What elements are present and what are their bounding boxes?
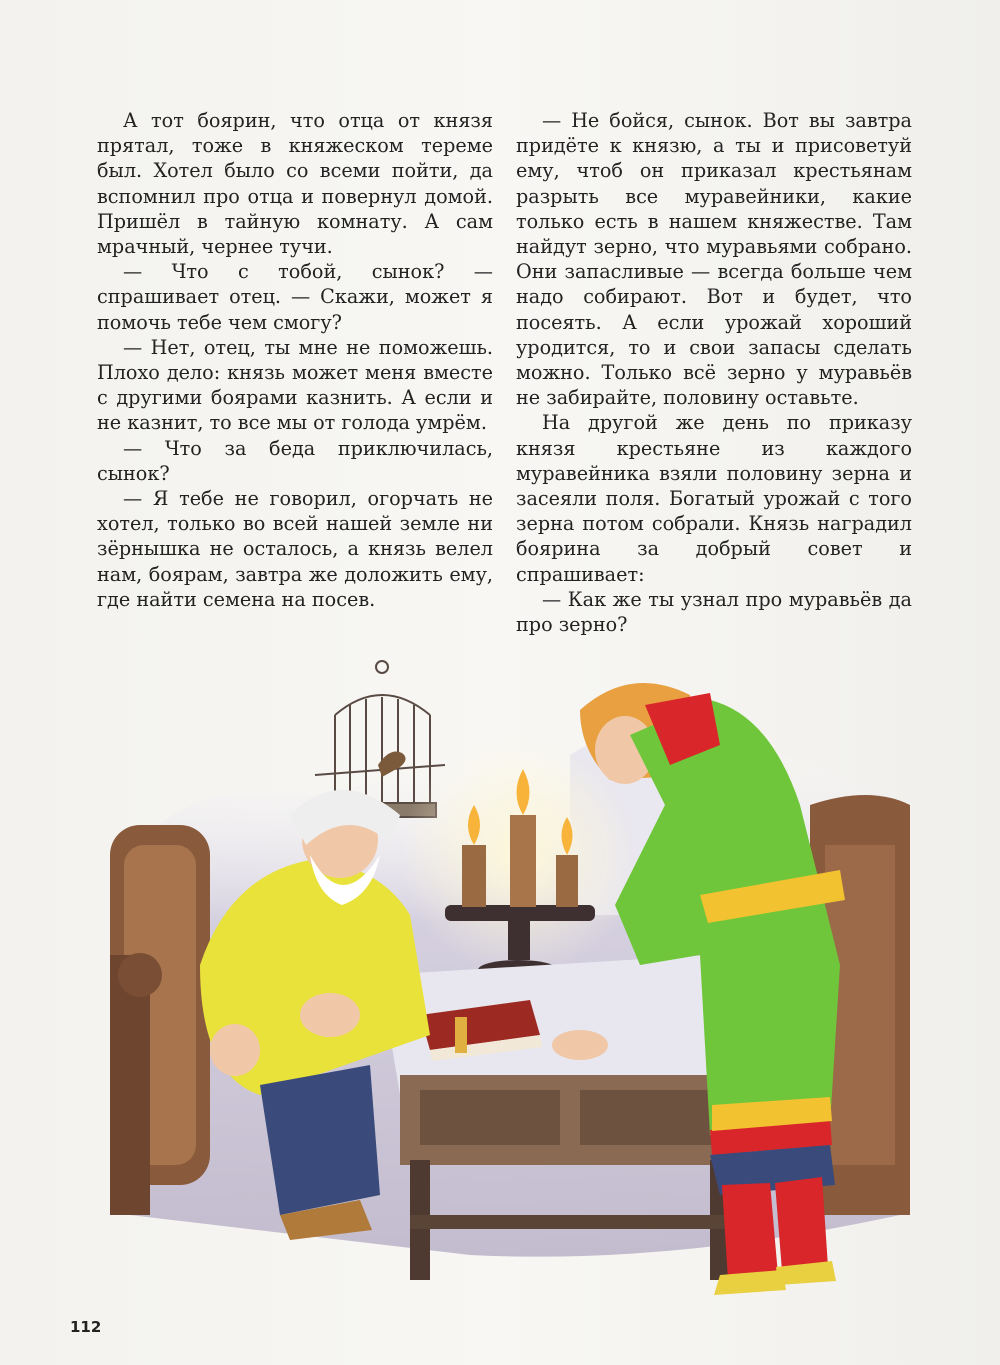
paragraph: — Что за беда приключилась, сынок? bbox=[97, 436, 493, 485]
right-text-column bbox=[516, 108, 912, 637]
paragraph: На другой же день по приказу князя крестьяне из каждого муравейника взяли половину зерна и засеяли поля. Богатый урожай с того зерна потом собрали. Князь наградил боярина за добрый совет и спрашивает: bbox=[516, 411, 912, 586]
paragraph: — Я тебе не говорил, огорчать не хотел, только во всей нашей земле ни зёрнышка не осталось, а князь велел нам, боярам, завтра же доложить ему, где найти семена на посев. bbox=[97, 487, 493, 611]
paragraph: — Что с тобой, сынок? — спрашивает отец. — Скажи, может я помочь тебе чем смогу? bbox=[97, 260, 493, 334]
story-illustration bbox=[110, 655, 910, 1305]
paragraph: — Не бойся, сынок. Вот вы завтра придёте к князю, а ты и присоветуй ему, чтоб он приказал крестьянам разрыть все муравейники, какие только есть в нашем княжестве. Там найдут зерно, что муравьями собрано. Они запасливые — всегда больше чем надо собирают. Вот и будет, что посеять. А если урожай хороший уродится, то и свои запасы сделать можно. Только всё зерно у муравьёв не забирайте, половину оставьте. bbox=[516, 109, 912, 410]
paragraph: — Как же ты узнал про муравьёв да про зерно? bbox=[516, 587, 912, 637]
page-number: 112 bbox=[70, 1318, 102, 1336]
paragraph: А тот боярин, что отца от князя прятал, тоже в княжеском тереме был. Хотел было со всеми пойти, да вспомнил про отца и повернул домой. Пришёл в тайную комнату. А сам мрачный, чернее тучи. bbox=[97, 109, 493, 259]
paragraph: — Нет, отец, ты мне не поможешь. Плохо дело: князь может меня вместе с другими боярами казнить. А если и не казнит, то все мы от голода умрём. bbox=[97, 335, 493, 435]
chair bbox=[110, 825, 210, 1215]
left-text-column bbox=[97, 108, 493, 612]
